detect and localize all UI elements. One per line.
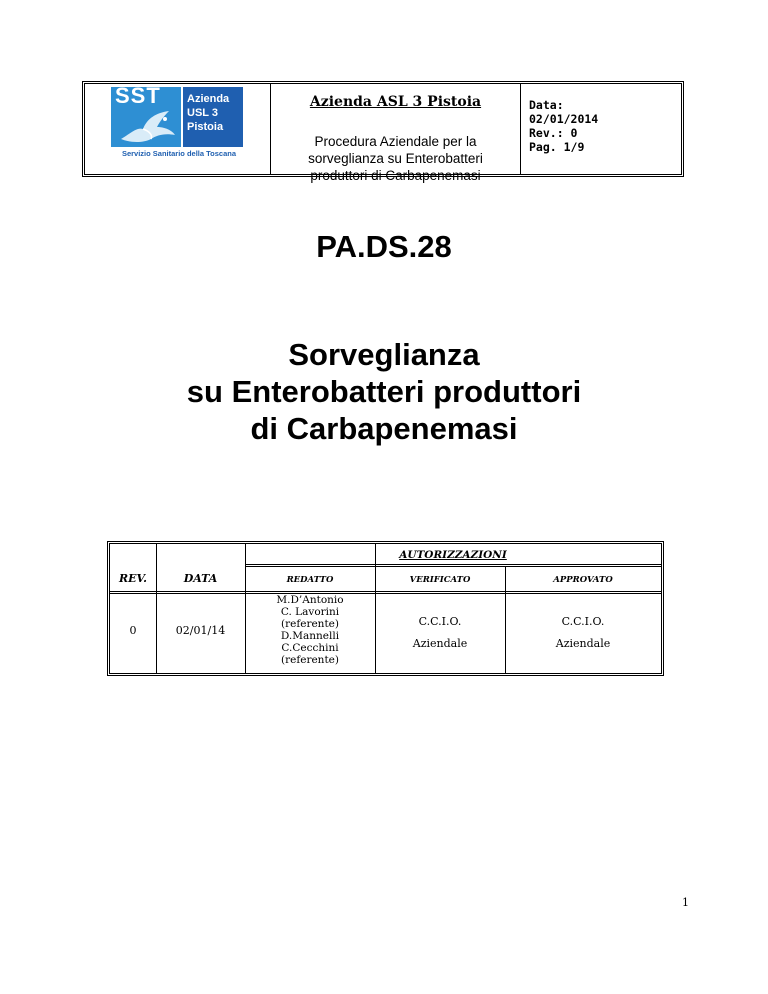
- document-header: [82, 81, 684, 183]
- logo-cell: [85, 84, 271, 174]
- approvato-value-line2: Aziendale: [555, 637, 611, 650]
- date-cell: 02/01/14: [175, 624, 226, 637]
- header-meta-cell: [521, 84, 681, 174]
- approvato-value-line1: C.C.I.O.: [561, 615, 605, 628]
- logo-name-block: [183, 87, 243, 147]
- bird-icon: [119, 109, 177, 145]
- date-label: Data:: [529, 98, 564, 112]
- authorizations-heading: AUTORIZZAZIONI: [399, 549, 507, 561]
- document-code: PA.DS.28: [316, 229, 452, 264]
- redatto-value: M.D’Antonio C. Lavorini (referente) D.Mannelli C.Cecchini (referente): [276, 594, 344, 666]
- verificato-value-line2: Aziendale: [412, 637, 468, 650]
- org-name: Azienda ASL 3 Pistoia: [309, 94, 482, 110]
- table-divider: [110, 591, 661, 594]
- date-value: 02/01/2014: [529, 112, 599, 126]
- logo-name-line: USL 3: [187, 107, 218, 119]
- verificato-value-line1: C.C.I.O.: [418, 615, 462, 628]
- rev-column-header: REV.: [119, 572, 147, 585]
- table-divider: [245, 564, 661, 567]
- document-title: [0, 336, 768, 447]
- header-title-cell: [271, 84, 521, 183]
- date-column-header: DATA: [183, 572, 218, 585]
- procedure-title: [271, 116, 520, 201]
- logo-name-line: Azienda: [187, 93, 230, 105]
- redatto-column-header: REDATTO: [286, 575, 334, 585]
- page-info: Pag. 1/9: [529, 140, 585, 154]
- verificato-column-header: VERIFICATO: [409, 575, 471, 585]
- title-line: di Carbapenemasi: [250, 411, 518, 446]
- title-line: Sorveglianza: [288, 337, 480, 372]
- sst-logo: [111, 83, 245, 165]
- approvato-column-header: APPROVATO: [553, 575, 613, 585]
- table-divider: [156, 544, 157, 673]
- revision: Rev.: 0: [529, 126, 578, 140]
- title-line: su Enterobatteri produttori: [186, 374, 582, 409]
- page-number: 1: [682, 896, 689, 909]
- logo-name-line: Pistoia: [187, 121, 224, 133]
- logo-caption: Servizio Sanitario della Toscana: [121, 149, 237, 158]
- rev-value: 0: [129, 624, 137, 637]
- logo-brand: SST: [115, 83, 161, 108]
- logo-sst-block: [111, 83, 181, 147]
- authorization-table: [107, 541, 664, 676]
- procedure-title-text: Procedura Aziendale per la sorveglianza su Enterobatteri produttori di Carbapenemasi: [308, 134, 483, 183]
